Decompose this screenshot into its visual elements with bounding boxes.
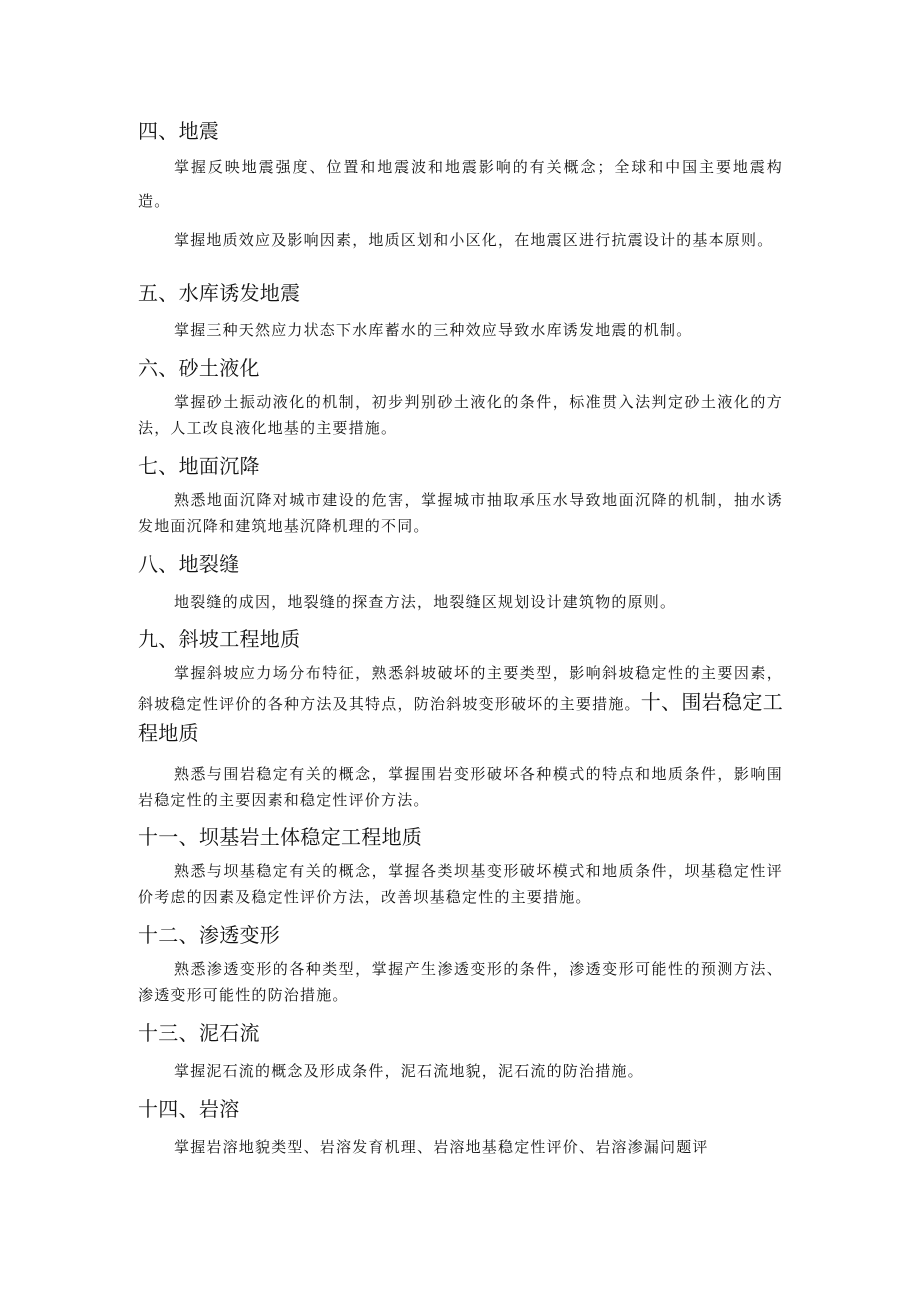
paragraph-surrounding-rock: 熟悉与围岩稳定有关的概念，掌握围岩变形破坏各种模式的特点和地质条件，影响围岩稳定性的主要因素和稳定性评价方法。 — [138, 765, 783, 809]
paragraph-seepage-deformation: 熟悉渗透变形的各种类型，掌握产生渗透变形的条件，渗透变形可能性的预测方法、渗透变形可能性的防治措施。 — [138, 960, 783, 1004]
paragraph-debris-flow: 掌握泥石流的概念及形成条件，泥石流地貌，泥石流的防治措施。 — [174, 1062, 644, 1080]
paragraph-slope-text: 掌握斜坡应力场分布特征，熟悉斜坡破坏的主要类型，影响斜坡稳定性的主要因素，斜坡稳定性评价的各种方法及其特点，防治斜坡变形破坏的主要措施。 — [138, 664, 783, 713]
section-heading-earthquake: 四、地震 — [138, 119, 220, 143]
section-heading-reservoir-earthquake: 五、水库诱发地震 — [138, 281, 301, 305]
paragraph-reservoir-earthquake: 掌握三种天然应力状态下水库蓄水的三种效应导致水库诱发地震的机制。 — [174, 321, 693, 339]
paragraph-earthquake-concepts: 掌握反映地震强度、位置和地震波和地震影响的有关概念；全球和中国主要地震构造。 — [138, 158, 783, 210]
paragraph-sand-liquefaction: 掌握砂土振动液化的机制，初步判别砂土液化的条件，标准贯入法判定砂土液化的方法，人工改良液化地基的主要措施。 — [138, 393, 783, 437]
section-heading-dam-foundation: 十一、坝基岩土体稳定工程地质 — [138, 825, 423, 849]
section-heading-seepage-deformation: 十二、渗透变形 — [138, 923, 281, 947]
section-heading-slope-geology: 九、斜坡工程地质 — [138, 627, 301, 651]
paragraph-land-subsidence: 熟悉地面沉降对城市建设的危害，掌握城市抽取承压水导致地面沉降的机制，抽水诱发地面沉降和建筑地基沉降机理的不同。 — [138, 491, 783, 535]
paragraph-slope-geology — [138, 659, 783, 750]
section-heading-surrounding-rock: 十、围岩稳定工程地质 — [138, 690, 783, 745]
section-heading-debris-flow: 十三、泥石流 — [138, 1021, 260, 1045]
paragraph-dam-foundation: 熟悉与坝基稳定有关的概念，掌握各类坝基变形破坏模式和地质条件，坝基稳定性评价考虑的因素及稳定性评价方法，改善坝基稳定性的主要措施。 — [138, 862, 783, 906]
section-heading-land-subsidence: 七、地面沉降 — [138, 454, 260, 478]
paragraph-ground-fissure: 地裂缝的成因，地裂缝的探查方法，地裂缝区规划设计建筑物的原则。 — [174, 593, 677, 611]
section-heading-sand-liquefaction: 六、砂土液化 — [138, 356, 260, 380]
section-heading-karst: 十四、岩溶 — [138, 1097, 240, 1121]
paragraph-earthquake-design: 掌握地质效应及影响因素，地质区划和小区化，在地震区进行抗震设计的基本原则。 — [174, 231, 774, 249]
section-heading-ground-fissure: 八、地裂缝 — [138, 552, 240, 576]
paragraph-karst: 掌握岩溶地貌类型、岩溶发育机理、岩溶地基稳定性评价、岩溶渗漏问题评 — [174, 1138, 709, 1156]
